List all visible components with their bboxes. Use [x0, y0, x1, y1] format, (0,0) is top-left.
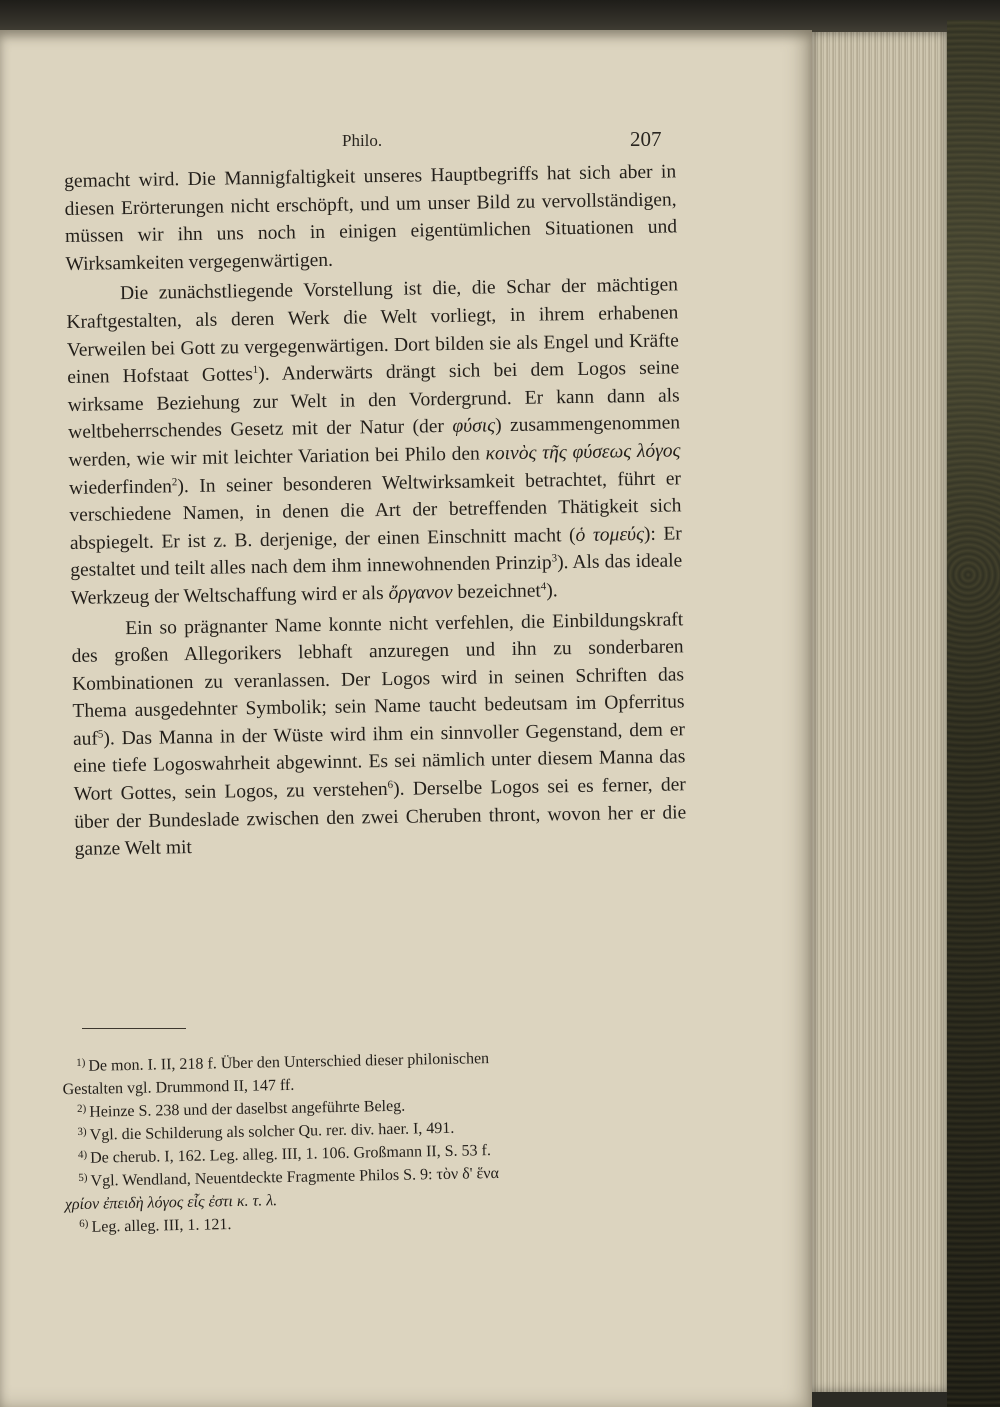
paragraph-2 — [66, 272, 683, 613]
footnote-mark: 3) — [77, 1125, 87, 1138]
footnote-ref: 3 — [551, 552, 558, 565]
greek-term: κοινὸς τῆς φύσεως λόγος — [485, 440, 681, 465]
footnote-text: Vgl. Wendland, Neuentdeckte Fragmente Philos S. 9: τὸν δ' ἕνα — [90, 1164, 500, 1190]
greek-term: ὄργανον — [388, 581, 453, 604]
greek-term: φύσις — [452, 415, 496, 438]
text-span: Die zunächstliegende Vorstellung ist die, die Schar der mächtigen Kraftgestalten, als deren Werk die Welt vorliegt, in ihrem erhabenen Verweilen bei Gott zu vergegenwärtigen. Dort bilden sie als Engel und Kräfte einen Hofstaat Gottes — [66, 274, 679, 389]
text-span: ). Als das ideale Werkzeug der Weltschaffung wird er als — [70, 550, 683, 609]
text-span: ). Derselbe Logos sei es ferner, der über der Bundeslade zwischen den zwei Cheruben thront, wovon her er die ganze Welt mit — [74, 774, 687, 861]
footnote-mark: 5) — [78, 1171, 88, 1184]
page-edges — [812, 32, 947, 1392]
footnotes — [62, 1043, 689, 1239]
page-number: 207 — [630, 127, 662, 151]
running-head: Philo. — [342, 131, 383, 150]
text-span: ). In seiner besonderen Weltwirksamkeit betrachtet, führt er verschiedene Namen, in denen die Art der betreffenden Thätigkeit sich abspiegelt. Er ist z. B. derjenige, der einen Einschnitt macht ( — [69, 467, 682, 554]
footnote-mark: 1) — [76, 1056, 86, 1069]
footnote-text: Vgl. die Schilderung als solcher Qu. rer. div. haer. I, 491. — [89, 1119, 455, 1144]
book-cover — [947, 20, 1000, 1407]
footnote-text: Heinze S. 238 und der daselbst angeführte Beleg. — [89, 1097, 406, 1121]
footnote-ref: 4 — [540, 580, 547, 593]
footnote-ref: 1 — [252, 364, 259, 377]
footnote-ref: 6 — [387, 778, 394, 792]
footnote-ref: 5 — [97, 728, 104, 741]
footnote-text: De mon. I. II, 218 f. Über den Unterschied dieser philonischen — [88, 1050, 490, 1075]
text-span: ) zusammengenommen werden, wie wir mit leichter Variation bei Philo den — [68, 412, 681, 471]
footnote-1-cont: Gestalten vgl. Drummond II, 147 ff. — [62, 1076, 295, 1099]
text-span: wiederfinden — [68, 475, 173, 499]
footnote-mark: 4) — [77, 1148, 88, 1161]
text-span: Ein so prägnanter Name konnte nicht verfehlen, die Einbildungskraft des großen Allegorikers lebhaft anzuregen und ihn zu sonderbaren Kombinationen zu veranlassen. Der Logos wird in seinen Schriften das Thema ausgedehnter Symbolik; sein Name taucht bedeutsam im Opferritus auf — [71, 608, 685, 750]
text-span: ): Er gestaltet und teilt alles nach dem ihm innewohnenden Prinzip — [70, 523, 682, 582]
footnote-5-cont: χρίον ἐπειδὴ λόγος εἷς ἐστι κ. τ. λ. — [64, 1192, 278, 1214]
text-span: ). Das Manna in der Wüste wird ihm ein sinnvoller Gegenstand, dem er eine tiefe Logoswahrheit abgewinnt. Es sei nämlich unter diesem Manna das Wort Gottes, sein Logos, zu verstehen — [73, 719, 686, 805]
footnote-rule — [82, 1028, 186, 1029]
text-span: ). — [546, 580, 558, 602]
footnote-mark: 2) — [76, 1102, 87, 1115]
greek-term: ὁ τομεύς — [575, 523, 645, 546]
body-text — [64, 158, 687, 863]
paragraph-1: gemacht wird. Die Mannigfaltigkeit unseres Hauptbegriffs hat sich aber in diesen Erörterungen nicht erschöpft, und um unser Bild zu vervollständigen, müssen wir ihn uns noch in einigen eigentümlichen Situationen und Wirksamkeiten vergegenwärtigen. — [64, 161, 678, 275]
footnote-mark: 6) — [79, 1217, 89, 1230]
text-span: bezeichnet — [452, 580, 541, 603]
footnote-text: Leg. alleg. III, 1. 121. — [91, 1216, 232, 1236]
text-span: ). Anderwärts drängt sich bei dem Logos seine wirksame Beziehung zur Welt in den Vordergrund. Er kann dann als weltbeherrschendes Gesetz mit der Natur (der — [67, 357, 680, 444]
footnote-text: De cherub. I, 162. Leg. alleg. III, 1. 106. Großmann II, S. 53 f. — [89, 1142, 492, 1167]
paragraph-3 — [71, 606, 687, 864]
footnote-ref: 2 — [171, 475, 178, 488]
